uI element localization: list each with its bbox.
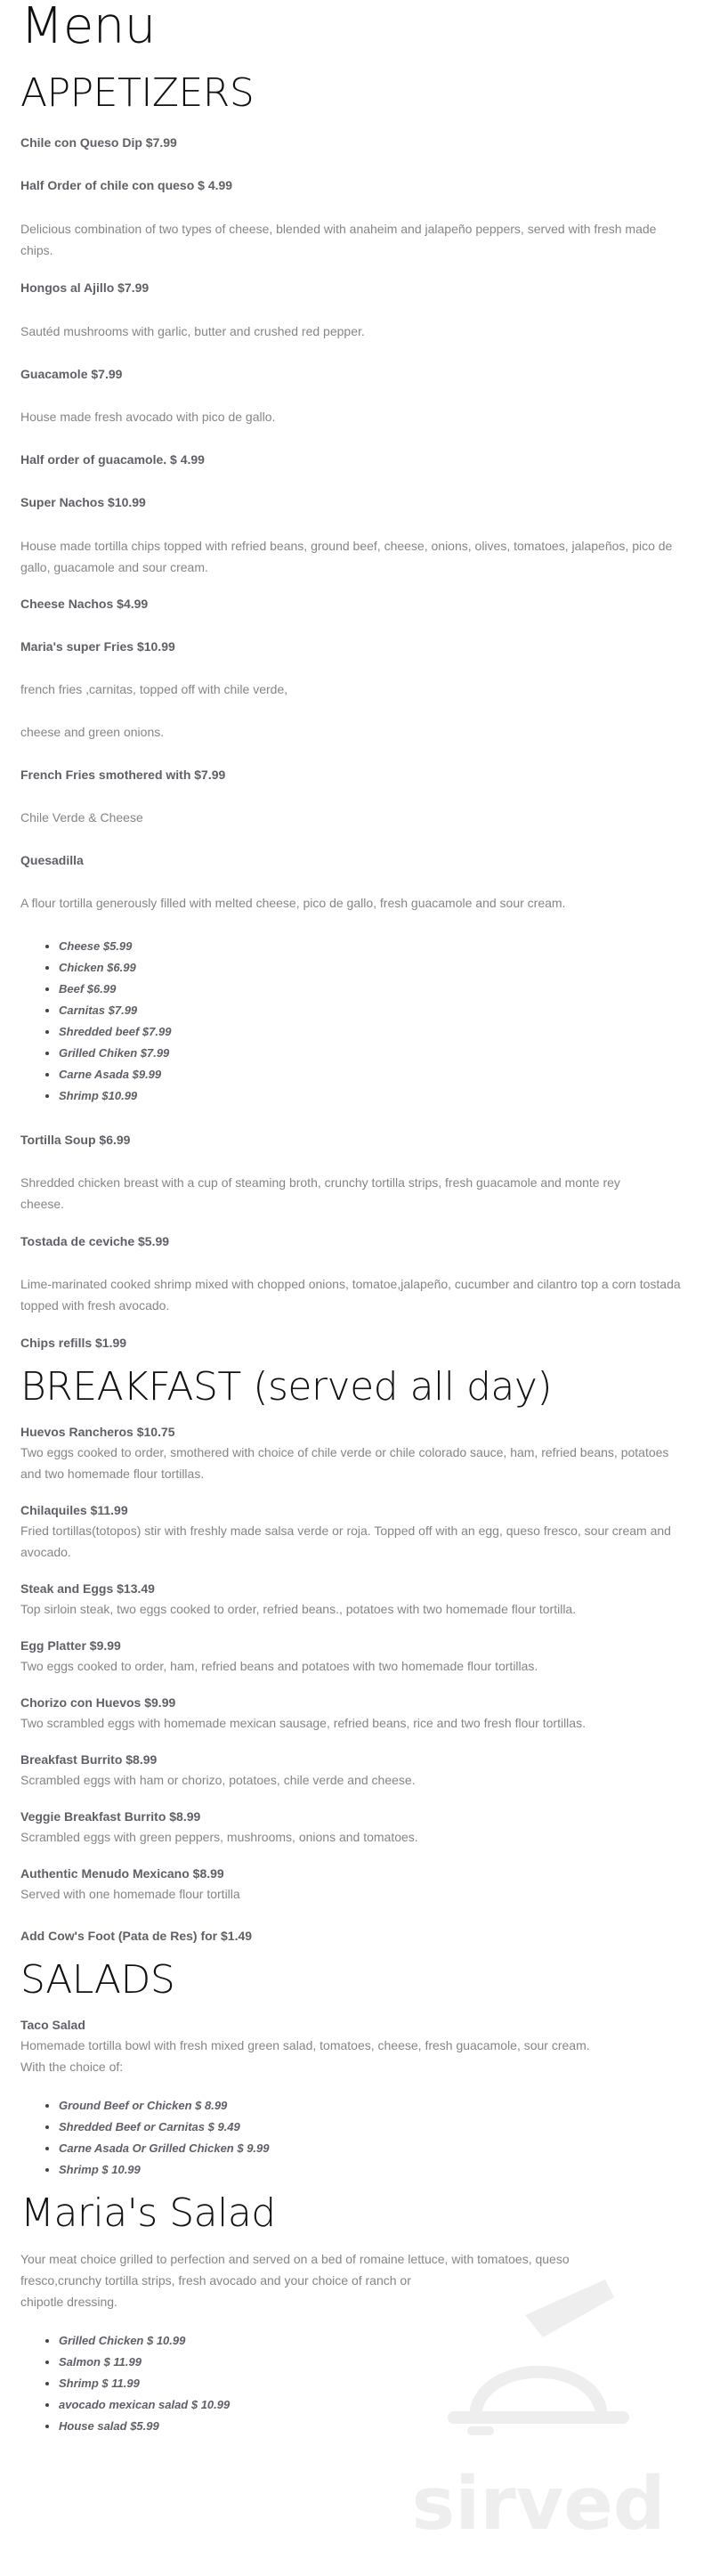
item-description: Scrambled eggs with green peppers, mushrooms, onions and tomatoes. [20, 1830, 418, 1844]
list-item: • Salmon $ 11.99 [59, 2352, 691, 2373]
item-description: Lime-marinated cooked shrimp mixed with chopped onions, tomatoe,jalapeño, cucumber and cilantro top a corn tostada topped with fresh avocado. [20, 1277, 681, 1312]
item-name: Huevos Rancheros $10.75 [20, 1425, 175, 1439]
item-super-nachos: Super Nachos $10.99 [20, 495, 146, 509]
salads-section [20, 1958, 691, 2181]
item-tortilla-soup: Tortilla Soup $6.99 [20, 1133, 131, 1147]
item-cows-foot: Add Cow's Foot (Pata de Res) for $1.49 [20, 1929, 253, 1943]
list-item: • avocado mexican salad $ 10.99 [59, 2394, 691, 2416]
menu-item [20, 1750, 691, 1791]
breakfast-heading: BREAKFAST (served all day) [20, 1364, 553, 1410]
list-item: • Carne Asada $9.99 [59, 1064, 691, 1085]
item-half-guacamole: Half order of guacamole. $ 4.99 [20, 452, 205, 467]
list-item: • Ground Beef or Chicken $ 8.99 [59, 2095, 691, 2117]
item-name: Chilaquiles $11.99 [20, 1503, 128, 1517]
appetizers-heading: APPETIZERS [20, 70, 255, 116]
item-description: House made fresh avocado with pico de gallo. [20, 410, 276, 424]
item-description: Your meat choice grilled to perfection and served on a bed of romaine lettuce, with tomatoes, queso fresco,crunchy tortilla strips, fresh avocado and your choice of ranch or [20, 2252, 570, 2288]
breakfast-section [20, 1365, 691, 1946]
item-description: chipotle dressing. [20, 2295, 117, 2309]
menu-item [20, 1693, 691, 1734]
item-marias-super-fries: Maria's super Fries $10.99 [20, 639, 175, 654]
item-description: Sautéd mushrooms with garlic, butter and crushed red pepper. [20, 324, 365, 338]
list-item: • Shredded Beef or Carnitas $ 9.49 [59, 2117, 691, 2138]
item-quesadilla: Quesadilla [20, 853, 84, 867]
item-description: Top sirloin steak, two eggs cooked to order, refried beans., potatoes with two homemade flour tortilla. [20, 1602, 577, 1616]
page-title: Menu [20, 0, 156, 55]
item-description: cheese and green onions. [20, 725, 165, 739]
menu-item [20, 1807, 691, 1848]
item-description: french fries ,carnitas, topped off with chile verde, [20, 682, 288, 696]
item-french-fries-smothered: French Fries smothered with $7.99 [20, 768, 226, 782]
marias-salad-section [20, 2191, 691, 2437]
menu-item [20, 1422, 691, 1484]
item-description: Chile Verde & Cheese [20, 810, 143, 825]
watermark-text: sirved [411, 2462, 666, 2547]
item-chips-refills: Chips refills $1.99 [20, 1336, 127, 1350]
list-item: • Grilled Chicken $ 10.99 [59, 2330, 691, 2352]
list-item: • House salad $5.99 [59, 2416, 691, 2437]
list-item: • Carnitas $7.99 [59, 1000, 691, 1021]
menu-item [20, 1636, 691, 1677]
list-item: • Shrimp $10.99 [59, 1085, 691, 1107]
item-cheese-nachos: Cheese Nachos $4.99 [20, 597, 149, 611]
item-description: A flour tortilla generously filled with melted cheese, pico de gallo, fresh guacamole and sour cream. [20, 896, 566, 910]
item-taco-salad: Taco Salad [20, 2018, 85, 2032]
item-description: Scrambled eggs with ham or chorizo, potatoes, chile verde and cheese. [20, 1773, 416, 1787]
item-name: Egg Platter $9.99 [20, 1638, 121, 1653]
item-description: Fried tortillas(totopos) stir with freshly made salsa verde or roja. Topped off with an egg, queso fresco, sour cream and avocado. [20, 1524, 671, 1559]
item-description: Two eggs cooked to order, ham, refried beans and potatoes with two homemade flour tortillas. [20, 1659, 538, 1673]
marias-salad-options [20, 2330, 691, 2437]
quesadilla-options [20, 936, 691, 1107]
list-item: • Shredded beef $7.99 [59, 1021, 691, 1043]
item-description: Two scrambled eggs with homemade mexican sausage, refried beans, rice and two fresh flour tortillas. [20, 1716, 586, 1730]
item-tostada-de-ceviche: Tostada de ceviche $5.99 [20, 1234, 170, 1248]
item-description: Served with one homemade flour tortilla [20, 1887, 240, 1901]
appetizers-section [20, 71, 691, 1353]
item-name: Veggie Breakfast Burrito $8.99 [20, 1809, 201, 1824]
item-half-chile-con-queso: Half Order of chile con queso $ 4.99 [20, 178, 233, 192]
salads-heading: SALADS [20, 1957, 175, 2003]
item-chile-con-queso: Chile con Queso Dip $7.99 [20, 135, 177, 150]
item-description: House made tortilla chips topped with refried beans, ground beef, cheese, onions, olives, tomatoes, jalapeños, pico de gallo, guacamole and sour cream. [20, 539, 673, 574]
item-description: Two eggs cooked to order, smothered with choice of chile verde or chile colorado sauce, ham, refried beans, potatoes and two homemade flour tortillas. [20, 1445, 669, 1481]
list-item: • Chicken $6.99 [59, 957, 691, 979]
menu-item [20, 1864, 691, 1905]
item-description: Shredded chicken breast with a cup of steaming broth, crunchy tortilla strips, fresh guacamole and monte rey cheese. [20, 1175, 620, 1211]
list-item: • Grilled Chiken $7.99 [59, 1043, 691, 1064]
item-description: With the choice of: [20, 2060, 124, 2074]
list-item: • Carne Asada Or Grilled Chicken $ 9.99 [59, 2138, 691, 2159]
menu-item [20, 1579, 691, 1620]
menu-item [20, 1500, 691, 1563]
item-description: Homemade tortilla bowl with fresh mixed green salad, tomatoes, cheese, fresh guacamole, sour cream. [20, 2038, 590, 2052]
list-item: • Shrimp $ 11.99 [59, 2373, 691, 2394]
item-name: Authentic Menudo Mexicano $8.99 [20, 1866, 224, 1881]
item-name: Breakfast Burrito $8.99 [20, 1752, 158, 1767]
item-description: Delicious combination of two types of cheese, blended with anaheim and jalapeño peppers, served with fresh made chips. [20, 222, 657, 257]
list-item: • Shrimp $ 10.99 [59, 2159, 691, 2181]
taco-salad-options [20, 2095, 691, 2181]
item-guacamole: Guacamole $7.99 [20, 367, 123, 381]
list-item: • Cheese $5.99 [59, 936, 691, 957]
item-name: Chorizo con Huevos $9.99 [20, 1695, 176, 1710]
marias-salad-heading: Maria's Salad [20, 2190, 276, 2236]
list-item: • Beef $6.99 [59, 979, 691, 1000]
item-hongos-al-ajillo: Hongos al Ajillo $7.99 [20, 280, 150, 295]
item-name: Steak and Eggs $13.49 [20, 1581, 155, 1596]
